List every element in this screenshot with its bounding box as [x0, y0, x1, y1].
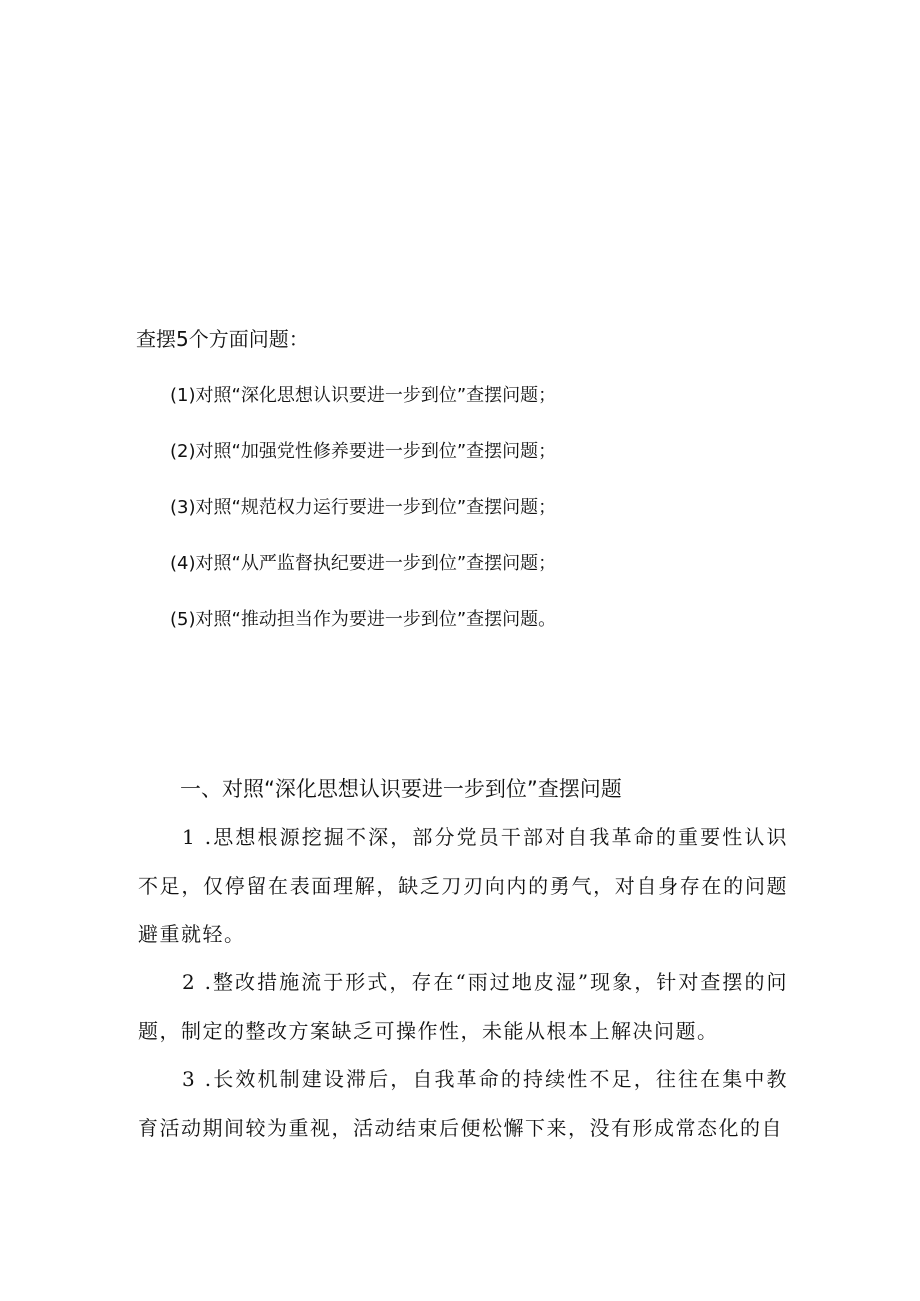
body-paragraph: 3 .长效机制建设滞后，自我革命的持续性不足，往往在集中教育活动期间较为重视，活动结束后便松懈下来，没有形成常态化的自	[138, 1067, 788, 1140]
list-item: (5)对照“推动担当作为要进一步到位”查摆问题。	[170, 609, 557, 630]
list-item: (2)对照“加强党性修养要进一步到位”查摆问题；	[170, 441, 557, 462]
body-paragraph: 2 .整改措施流于形式，存在“雨过地皮湿”现象，针对查摆的问题，制定的整改方案缺乏可操作性，未能从根本上解决问题。	[138, 970, 788, 1043]
intro-title: 查摆5个方面问题：	[136, 327, 309, 351]
body-paragraph: 1 .思想根源挖掘不深，部分党员干部对自我革命的重要性认识不足，仅停留在表面理解，缺乏刀刃向内的勇气，对自身存在的问题避重就轻。	[138, 825, 788, 946]
list-item: (3)对照“规范权力运行要进一步到位”查摆问题；	[170, 497, 557, 518]
list-item: (1)对照“深化思想认识要进一步到位”查摆问题；	[170, 385, 557, 406]
list-item: (4)对照“从严监督执纪要进一步到位”查摆问题；	[170, 553, 557, 574]
section-heading: 一、对照“深化思想认识要进一步到位”查摆问题	[180, 777, 622, 801]
